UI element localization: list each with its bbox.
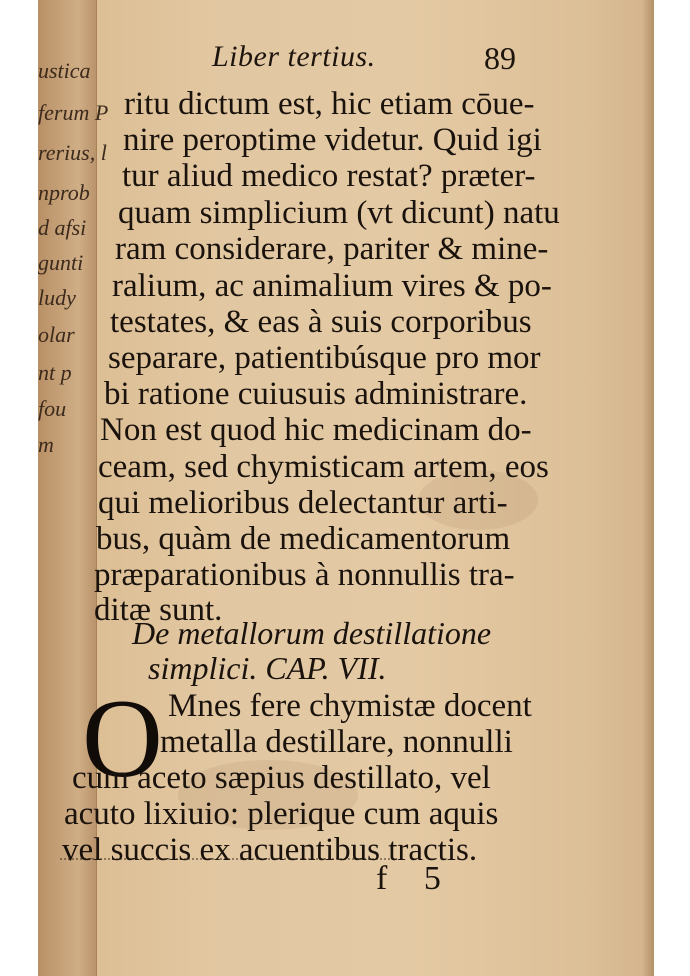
chapter-heading-line-1: De metallorum destillatione [132,615,492,651]
body-line: bus, quàm de medicamentorum [96,521,511,557]
page-gutter-shadow [642,0,654,976]
body-line: quam simplicium (vt dicunt) natu [118,195,560,231]
bottom-dotted-rule [60,858,390,860]
page-number: 89 [484,40,516,76]
body-line: ceam, sed chymisticam artem, eos [98,449,549,485]
margin-fragment: nprob [38,180,90,205]
margin-fragment: m [38,432,54,457]
margin-fragment: ferum P [38,100,109,125]
dropcap-initial: O [82,677,163,801]
margin-fragment: nt p [38,360,72,385]
chapter-line: metalla destillare, nonnulli [160,724,513,760]
body-line: ram considerare, pariter & mine- [115,231,549,267]
signature-mark: f 5 [376,860,455,897]
body-line: separare, patientibúsque pro mor [108,340,541,376]
chapter-line: cum aceto sæpius destillato, vel [72,760,491,796]
chapter-line: vel succis ex acuentibus tractis. [62,832,478,868]
margin-fragment: gunti [38,250,84,275]
body-line: ritu dictum est, hic etiam cōue- [124,86,535,122]
chapter-heading-line-2: simplici. CAP. VII. [148,650,387,686]
body-line: bi ratione cuiusuis administrare. [104,376,528,412]
body-line: qui melioribus delectantur arti- [98,485,508,521]
margin-fragment: d afsi [38,215,87,240]
margin-fragment: ludy [38,285,76,310]
margin-fragment: rerius, l [38,140,107,165]
margin-fragment: ustica [38,58,91,83]
body-line: testates, & eas à suis corporibus [110,304,532,340]
body-line: ditæ sunt. [94,592,223,628]
body-line: tur aliud medico restat? præter- [122,158,536,194]
running-head: Liber tertius. [212,40,376,73]
body-line: ralium, ac animalium vires & po- [112,268,552,304]
body-line: nire peroptime videtur. Quid igi [123,122,542,158]
margin-fragment: fou [38,396,67,421]
body-line: Non est quod hic medicinam do- [100,412,532,448]
chapter-line: Mnes fere chymistæ docent [168,688,532,724]
chapter-line: acuto lixiuio: plerique cum aquis [64,796,499,832]
margin-fragment: olar [38,322,75,347]
body-line: præparationibus à nonnullis tra- [94,557,515,593]
